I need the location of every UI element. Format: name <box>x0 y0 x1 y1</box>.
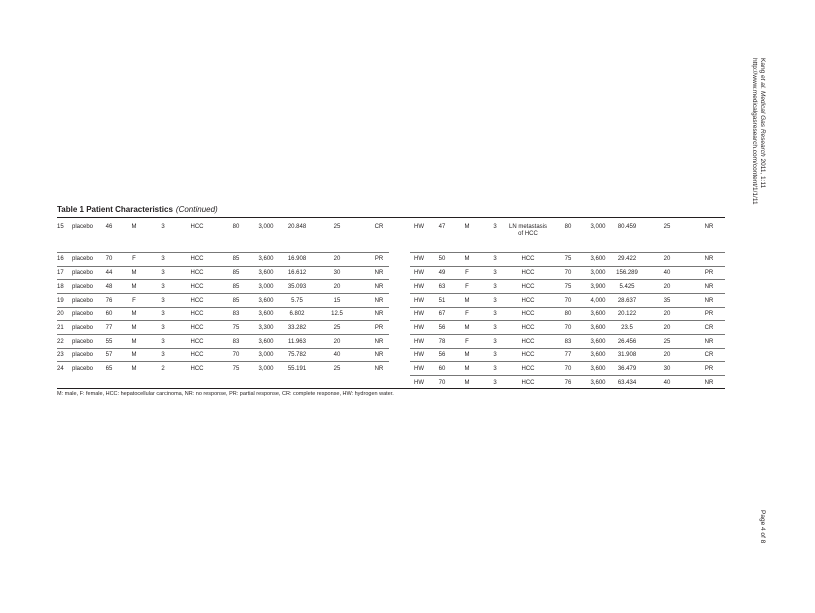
table-cell: 20 <box>57 311 64 317</box>
table-cell: HCC <box>190 298 204 304</box>
table-cell: HCC <box>190 224 204 230</box>
table-cell: 16.908 <box>287 256 307 262</box>
table-cell: 57 <box>105 352 113 358</box>
table-cell: 3 <box>493 339 497 345</box>
table-cell: 3 <box>161 339 165 345</box>
table-cell: M <box>464 366 470 372</box>
table-cell: M <box>131 311 137 317</box>
row-divider <box>410 266 725 267</box>
table-cell: 77 <box>105 325 113 331</box>
table-cell: placebo <box>72 224 94 230</box>
article-url[interactable]: http://www.medicalgasresearch.com/content/1/1/11 <box>751 58 758 205</box>
table-cell: 3,600 <box>590 352 606 358</box>
table-cell: M <box>131 325 137 331</box>
table-cell: 60 <box>105 311 113 317</box>
table-cell: 20.848 <box>287 224 307 230</box>
table-cell: M <box>464 298 470 304</box>
table-cell: HW <box>414 311 424 317</box>
row-divider <box>57 348 389 349</box>
table-cell: 3,600 <box>258 256 274 262</box>
table-cell: 75.782 <box>287 352 307 358</box>
table-cell: PR <box>374 256 384 262</box>
table-cell: HCC <box>190 352 204 358</box>
table-cell: 28.637 <box>617 298 637 304</box>
table-cell: 3,000 <box>258 224 274 230</box>
table-cell: 26.456 <box>617 339 637 345</box>
table-cell: placebo <box>72 270 94 276</box>
table-cell: M <box>131 366 137 372</box>
table-cell: placebo <box>72 352 94 358</box>
table-cell: F <box>465 284 469 290</box>
table-continued: (Continued) <box>175 205 218 214</box>
table-cell: 3,900 <box>590 284 606 290</box>
table-cell: placebo <box>72 325 94 331</box>
table-cell: 40 <box>333 352 341 358</box>
table-cell: 56 <box>438 325 446 331</box>
table-cell: 20.122 <box>617 311 637 317</box>
table-cell: HW <box>414 380 424 386</box>
table-cell: 3 <box>493 298 497 304</box>
table-cell: 83 <box>564 339 572 345</box>
table-cell: M <box>131 352 137 358</box>
table-cell: 3,300 <box>258 325 274 331</box>
table-cell: 25 <box>333 366 341 372</box>
table-cell: HW <box>414 224 424 230</box>
table-cell: 4,000 <box>590 298 606 304</box>
table-cell: 5.425 <box>619 284 635 290</box>
table-cell: 16 <box>57 256 64 262</box>
table-cell: HCC <box>521 311 535 317</box>
table-cell: PR <box>374 325 384 331</box>
table-cell: CR <box>704 325 714 331</box>
table-cell: 12.5 <box>331 311 343 317</box>
table-cell: HCC <box>521 270 535 276</box>
table-cell: LN metastasis of HCC <box>508 224 547 237</box>
authors: Kang <box>759 58 766 75</box>
row-divider <box>410 320 725 321</box>
table-cell: 85 <box>232 256 240 262</box>
table-top-rule <box>57 217 725 218</box>
table-cell: 3,600 <box>590 256 606 262</box>
table-cell: 70 <box>564 270 572 276</box>
table-cell: HCC <box>521 298 535 304</box>
table-cell: HW <box>414 298 424 304</box>
table-cell: 23.5 <box>621 325 633 331</box>
table-cell: NR <box>704 298 714 304</box>
table-cell: NR <box>374 284 384 290</box>
table-cell: 35.093 <box>287 284 307 290</box>
table-cell: 3 <box>161 311 165 317</box>
table-cell: 78 <box>438 339 446 345</box>
table-cell: HCC <box>190 270 204 276</box>
table-cell: 3 <box>161 298 165 304</box>
table-cell: 55 <box>105 339 113 345</box>
table-cell: M <box>131 284 137 290</box>
table-cell: 40 <box>663 380 671 386</box>
table-cell: 56 <box>438 352 446 358</box>
table-cell: 20 <box>663 256 671 262</box>
table-cell: 3,000 <box>258 352 274 358</box>
table-cell: CR <box>704 352 714 358</box>
table-cell: 3,000 <box>590 270 606 276</box>
table-cell: HW <box>414 339 424 345</box>
table-cell: 24 <box>57 366 64 372</box>
table-cell: 3,600 <box>258 298 274 304</box>
table-cell: NR <box>374 298 384 304</box>
table-cell: 75 <box>232 366 240 372</box>
table-cell: 70 <box>438 380 446 386</box>
table-cell: CR <box>374 224 384 230</box>
table-cell: M <box>131 224 137 230</box>
table-cell: 80 <box>564 224 572 230</box>
row-divider <box>57 307 389 308</box>
table-cell: HCC <box>521 284 535 290</box>
table-cell: 35 <box>663 298 671 304</box>
table-cell: placebo <box>72 284 94 290</box>
table-cell: 3 <box>493 325 497 331</box>
table-cell: F <box>465 311 469 317</box>
table-cell: 80 <box>564 311 572 317</box>
table-cell: 55.191 <box>287 366 307 372</box>
table-cell: 3,000 <box>590 224 606 230</box>
table-cell: 83 <box>232 311 240 317</box>
citation: 2011, 1:11 <box>759 156 766 189</box>
table-cell: 3,600 <box>590 339 606 345</box>
table-cell: 40 <box>663 270 671 276</box>
table-cell: 25 <box>663 339 671 345</box>
table-cell: placebo <box>72 339 94 345</box>
table-cell: 31.908 <box>617 352 637 358</box>
table-cell: PR <box>704 270 714 276</box>
row-divider <box>410 334 725 335</box>
table-cell: 76 <box>564 380 572 386</box>
table-cell: 3,600 <box>258 311 274 317</box>
table-cell: 75 <box>564 284 572 290</box>
table-cell: 80 <box>232 224 240 230</box>
row-divider <box>410 348 725 349</box>
table-cell: 3 <box>161 270 165 276</box>
table-cell: M <box>131 339 137 345</box>
table-cell: M <box>131 270 137 276</box>
table-cell: 29.422 <box>617 256 637 262</box>
table-cell: 25 <box>663 224 671 230</box>
table-cell: HCC <box>521 380 535 386</box>
table-cell: 3,000 <box>258 284 274 290</box>
table-cell: M <box>464 325 470 331</box>
table-cell: 3 <box>493 380 497 386</box>
table-cell: 83 <box>232 339 240 345</box>
table-cell: 3 <box>161 325 165 331</box>
table-cell: 25 <box>333 325 341 331</box>
table-cell: HCC <box>190 366 204 372</box>
table-cell: 17 <box>57 270 64 276</box>
journal-name: Medical Gas Research <box>759 89 766 157</box>
table-cell: 20 <box>333 284 341 290</box>
table-cell: HW <box>414 270 424 276</box>
row-divider <box>57 361 389 362</box>
table-cell: 70 <box>564 366 572 372</box>
row-divider <box>57 320 389 321</box>
table-cell: 67 <box>438 311 446 317</box>
table-cell: 15 <box>333 298 341 304</box>
table-cell: 49 <box>438 270 446 276</box>
citation-line <box>758 58 766 205</box>
table-cell: NR <box>374 352 384 358</box>
table-cell: placebo <box>72 298 94 304</box>
row-divider <box>410 252 725 253</box>
running-header <box>750 58 766 205</box>
table-cell: 3 <box>161 284 165 290</box>
table-cell: 33.282 <box>287 325 307 331</box>
table-cell: 3,600 <box>258 339 274 345</box>
table-cell: 70 <box>564 325 572 331</box>
table-cell: 85 <box>232 270 240 276</box>
table-cell: HCC <box>190 339 204 345</box>
table-cell: placebo <box>72 311 94 317</box>
table-cell: 18 <box>57 284 64 290</box>
table-cell: HCC <box>521 325 535 331</box>
table-cell: NR <box>374 270 384 276</box>
table-cell: F <box>132 298 136 304</box>
table-cell: 3 <box>161 256 165 262</box>
table-cell: 75 <box>564 256 572 262</box>
table-cell: 20 <box>333 339 341 345</box>
table-cell: HCC <box>521 256 535 262</box>
table-cell: HCC <box>190 311 204 317</box>
table-cell: 70 <box>232 352 240 358</box>
table-cell: HCC <box>190 284 204 290</box>
table-cell: 3 <box>493 311 497 317</box>
table-cell: 3,600 <box>590 311 606 317</box>
table-cell: HCC <box>521 352 535 358</box>
table-cell: 3,600 <box>590 380 606 386</box>
table-cell: 3 <box>161 352 165 358</box>
table-cell: 51 <box>438 298 446 304</box>
table-cell: PR <box>704 366 714 372</box>
table-cell: NR <box>704 284 714 290</box>
row-divider <box>57 266 389 267</box>
table-cell: 23 <box>57 352 64 358</box>
table-cell: 3,000 <box>258 366 274 372</box>
row-divider <box>57 252 389 253</box>
table-cell: 65 <box>105 366 113 372</box>
table-cell: 20 <box>663 284 671 290</box>
table-cell: NR <box>704 339 714 345</box>
table-cell: 75 <box>232 325 240 331</box>
table-cell: 20 <box>663 311 671 317</box>
table-cell: 44 <box>105 270 113 276</box>
table-cell: 77 <box>564 352 572 358</box>
table-cell: 63 <box>438 284 446 290</box>
row-divider <box>410 307 725 308</box>
table-cell: HCC <box>190 256 204 262</box>
table-cell: 30 <box>663 366 671 372</box>
table-cell: 47 <box>438 224 446 230</box>
table-cell: 3,600 <box>590 325 606 331</box>
table-cell: F <box>132 256 136 262</box>
row-divider <box>57 334 389 335</box>
table-cell: M <box>464 380 470 386</box>
table-cell: 36.479 <box>617 366 637 372</box>
row-divider <box>410 279 725 280</box>
table-cell: 48 <box>105 284 113 290</box>
table-cell: HW <box>414 256 424 262</box>
table-cell: 2 <box>161 366 165 372</box>
table-cell: placebo <box>72 256 94 262</box>
table-cell: 3 <box>161 224 165 230</box>
table-cell: HW <box>414 352 424 358</box>
table-cell: HW <box>414 366 424 372</box>
table-cell: 3 <box>493 270 497 276</box>
table-cell: 3 <box>493 284 497 290</box>
table-caption <box>57 205 218 214</box>
row-divider <box>410 293 725 294</box>
table-cell: M <box>464 224 470 230</box>
table-cell: placebo <box>72 366 94 372</box>
table-cell: 3 <box>493 256 497 262</box>
table-cell: F <box>465 270 469 276</box>
table-cell: 5.75 <box>291 298 303 304</box>
table-cell: M <box>464 256 470 262</box>
table-cell: NR <box>374 339 384 345</box>
table-cell: NR <box>374 311 384 317</box>
table-cell: 25 <box>333 224 341 230</box>
row-divider <box>410 375 725 376</box>
table-cell: 85 <box>232 298 240 304</box>
table-cell: 21 <box>57 325 64 331</box>
table-cell: 20 <box>333 256 341 262</box>
table-cell: M <box>464 352 470 358</box>
et-al: et al. <box>759 75 766 90</box>
table-bottom-rule <box>57 388 725 389</box>
table-cell: NR <box>374 366 384 372</box>
page-number: Page 4 of 8 <box>759 510 766 544</box>
table-cell: 20 <box>663 352 671 358</box>
table-cell: 46 <box>105 224 113 230</box>
table-cell: 30 <box>333 270 341 276</box>
table-cell: 70 <box>564 298 572 304</box>
table-cell: 3 <box>493 224 497 230</box>
table-cell: 3 <box>493 352 497 358</box>
table-cell: 19 <box>57 298 64 304</box>
row-divider <box>57 293 389 294</box>
table-cell: 11.963 <box>288 339 306 345</box>
table-cell: 76 <box>105 298 113 304</box>
table-cell: 156.289 <box>616 270 638 276</box>
table-cell: NR <box>704 380 714 386</box>
table-cell: 3 <box>493 366 497 372</box>
table-cell: 70 <box>105 256 113 262</box>
table-cell: 80.459 <box>617 224 637 230</box>
row-divider <box>57 279 389 280</box>
table-cell: 6.802 <box>289 311 305 317</box>
table-cell: HCC <box>521 339 535 345</box>
table-cell: 63.434 <box>617 380 637 386</box>
table-cell: HW <box>414 325 424 331</box>
table-footnote: M: male, F: female, HCC: hepatocellular carcinoma, NR: no response, PR: partial response, CR: complete response, HW: hydrogen water. <box>57 391 394 397</box>
table-cell: 16.612 <box>287 270 307 276</box>
table-cell: 20 <box>663 325 671 331</box>
table-cell: 50 <box>438 256 446 262</box>
table-cell: 3,600 <box>590 366 606 372</box>
row-divider <box>410 361 725 362</box>
table-cell: HCC <box>190 325 204 331</box>
table-cell: HW <box>414 284 424 290</box>
table-cell: 3,600 <box>258 270 274 276</box>
table-title: Table 1 Patient Characteristics <box>57 205 173 214</box>
table-cell: 60 <box>438 366 446 372</box>
table-cell: 85 <box>232 284 240 290</box>
table-cell: NR <box>704 224 714 230</box>
table-cell: F <box>465 339 469 345</box>
table-cell: HCC <box>521 366 535 372</box>
table-cell: NR <box>704 256 714 262</box>
table-cell: 15 <box>57 224 64 230</box>
table-cell: PR <box>704 311 714 317</box>
table-cell: 22 <box>57 339 64 345</box>
